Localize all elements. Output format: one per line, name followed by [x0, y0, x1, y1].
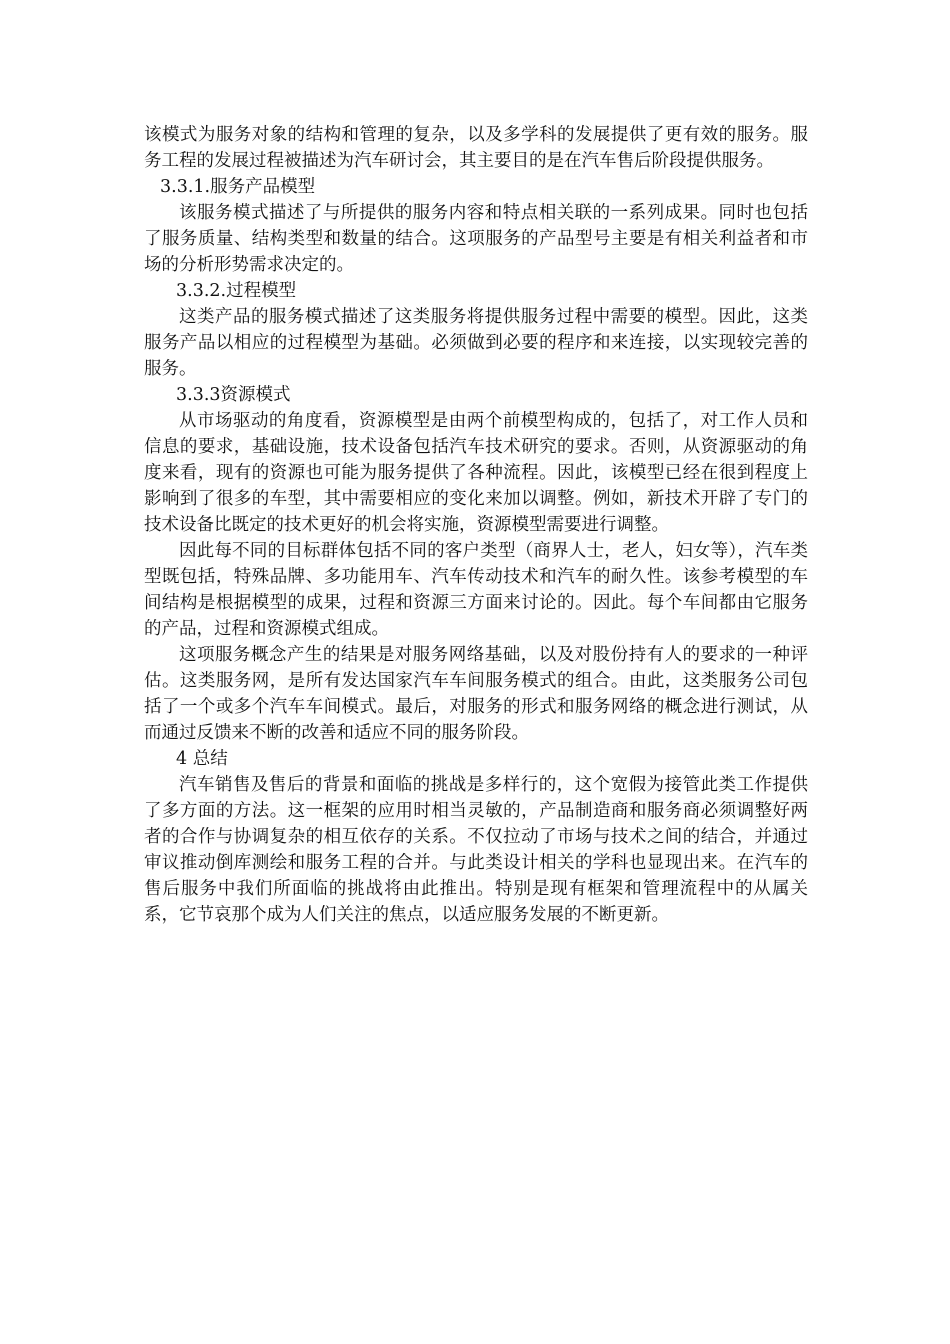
section-heading-3-3-1: 3.3.1.服务产品模型	[160, 177, 316, 197]
paragraph-service-product-model: 该服务模式描述了与所提供的服务内容和特点相关联的一系列成果。同时也包括了服务质量、结构类型和数量的结合。这项服务的产品型号主要是有相关利益者和市场的分析形势需求决定的。	[144, 203, 808, 275]
paragraph-summary: 汽车销售及售后的背景和面临的挑战是多样行的，这个宽假为接管此类工作提供了多方面的方法。这一框架的应用时相当灵敏的，产品制造商和服务商必须调整好两者的合作与协调复杂的相互依存的关系。不仅拉动了市场与技术之间的结合，并通过审议推动倒库测绘和服务工程的合并。与此类设计相关的学科也显现出来。在汽车的售后服务中我们所面临的挑战将由此推出。特别是现有框架和管理流程中的从属关系，它节哀那个成为人们关注的焦点，以适应服务发展的不断更新。	[144, 775, 808, 925]
section-heading-3-3-3: 3.3.3资源模式	[176, 385, 291, 405]
paragraph-resource-model: 从市场驱动的角度看，资源模型是由两个前模型构成的，包括了，对工作人员和信息的要求，基础设施，技术设备包括汽车技术研究的要求。否则，从资源驱动的角度来看，现有的资源也可能为服务提供了各种流程。因此，该模型已经在很到程度上影响到了很多的车型，其中需要相应的变化来加以调整。例如，新技术开辟了专门的技术设备比既定的技术更好的机会将实施，资源模型需要进行调整。	[144, 411, 808, 535]
document-body	[144, 122, 808, 928]
paragraph-target-groups: 因此每不同的目标群体包括不同的客户类型（商界人士，老人，妇女等），汽车类型既包括，特殊品牌、多功能用车、汽车传动技术和汽车的耐久性。该参考模型的车间结构是根据模型的成果，过程和资源三方面来讨论的。因此。每个车间都由它服务的产品，过程和资源模式组成。	[144, 541, 808, 639]
section-heading-4-summary: 4 总结	[176, 749, 228, 769]
paragraph-service-concept: 这项服务概念产生的结果是对服务网络基础，以及对股份持有人的要求的一种评估。这类服务网，是所有发达国家汽车车间服务模式的组合。由此，这类服务公司包括了一个或多个汽车车间模式。最后，对服务的形式和服务网络的概念进行测试，从而通过反馈来不断的改善和适应不同的服务阶段。	[144, 645, 808, 743]
paragraph-process-model: 这类产品的服务模式描述了这类服务将提供服务过程中需要的模型。因此，这类服务产品以相应的过程模型为基础。必须做到必要的程序和来连接，以实现较完善的服务。	[144, 307, 808, 379]
section-heading-3-3-2: 3.3.2.过程模型	[176, 281, 297, 301]
paragraph-intro: 该模式为服务对象的结构和管理的复杂，以及多学科的发展提供了更有效的服务。服务工程的发展过程被描述为汽车研讨会，其主要目的是在汽车售后阶段提供服务。	[144, 125, 808, 171]
